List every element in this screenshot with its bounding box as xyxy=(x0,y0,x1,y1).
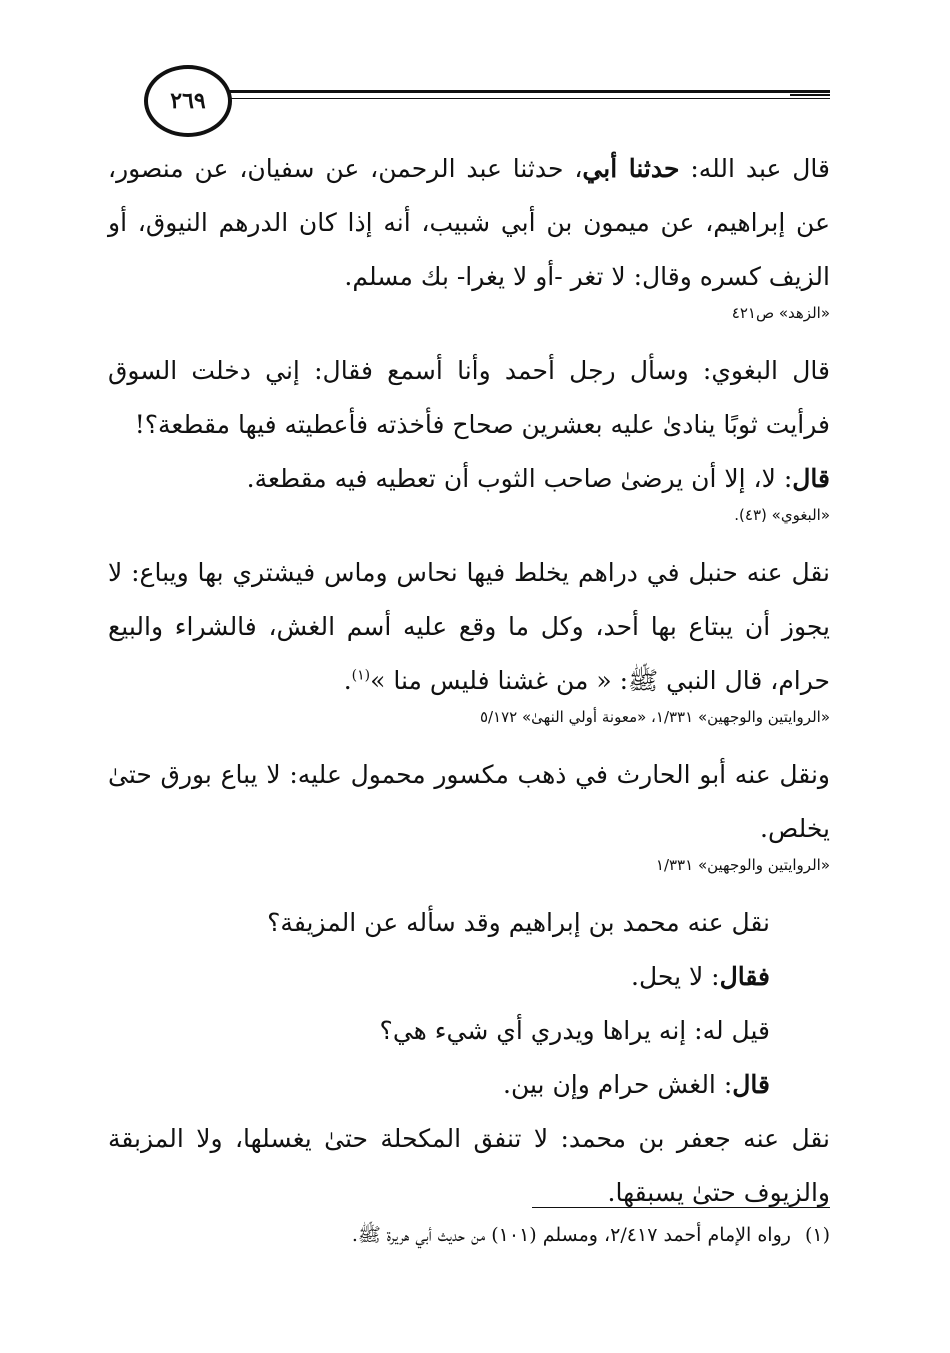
source-4: «الروايتين والوجهين» ١/٣٣١ xyxy=(655,856,830,874)
header-rule-thick xyxy=(210,90,830,93)
header-rule-thin xyxy=(210,98,830,99)
footnote-text: رواه الإمام أحمد ٢/٤١٧، ومسلم (١٠١) من حديث أبي هريرة ﷺ. xyxy=(351,1224,791,1246)
paragraph-5-question-2: قيل له: إنه يراها ويدري أي شيء هي؟ xyxy=(379,1016,770,1045)
answer-text: : لا يحل. xyxy=(631,962,720,991)
paragraph-2-answer xyxy=(108,452,830,506)
source-1: «الزهد» ص٤٢١ xyxy=(731,304,830,322)
paragraph-1-rest: ، حدثنا عبد الرحمن، عن سفيان، عن منصور، عن إبراهيم، عن ميمون بن أبي شبيب، أنه إذا كان الدرهم النيوق، أو الزيف كسره وقال: لا تغر -أو لا يغرا- بك مسلم. xyxy=(108,154,830,291)
answer-text: : لا، إلا أن يرضىٰ صاحب الثوب أن تعطيه فيه مقطعة. xyxy=(246,464,793,493)
paragraph-1 xyxy=(108,142,830,304)
paragraph-3 xyxy=(108,546,830,708)
answer-label: قال xyxy=(732,1070,770,1099)
page-header xyxy=(110,60,830,140)
answer-label: قال xyxy=(792,464,830,493)
footnote xyxy=(108,1220,830,1250)
header-rule-left xyxy=(790,94,830,96)
paragraph-5-question: نقل عنه محمد بن إبراهيم وقد سأله عن المزيفة؟ xyxy=(267,908,770,937)
paragraph-4: ونقل عنه أبو الحارث في ذهب مكسور محمول عليه: لا يباع بورق حتىٰ يخلص. xyxy=(108,760,830,843)
source-2: «البغوي» (٤٣). xyxy=(734,506,830,524)
paragraph-1-prefix: قال عبد الله: xyxy=(679,154,831,183)
paragraph-3-end: . xyxy=(343,666,352,695)
answer-label: فقال xyxy=(719,962,770,991)
footnote-marker: (١) xyxy=(351,667,371,684)
paragraph-2: قال البغوي: وسأل رجل أحمد وأنا أسمع فقال: إني دخلت السوق فرأيت ثوبًا ينادىٰ عليه بعشرين صحاح فأخذته فأعطيته فيها مقطعة؟! xyxy=(108,356,830,439)
footnote-separator xyxy=(532,1207,830,1208)
answer-text: : الغش حرام وإن بين. xyxy=(503,1070,733,1099)
paragraph-3-text: نقل عنه حنبل في دراهم يخلط فيها نحاس وماس فيشتري بها ويباع: لا يجوز أن يبتاع بها أحد، وكل ما وقع عليه أسم الغش، فالشراء والبيع حرام، قال النبي ﷺ: « من غشنا فليس منا » xyxy=(108,558,830,695)
paragraph-6: نقل عنه جعفر بن محمد: لا تنفق المكحلة حتىٰ يغسلها، ولا المزبقة والزيوف حتىٰ يسبقها. xyxy=(108,1124,830,1207)
source-3: «الروايتين والوجهين» ١/٣٣١، «معونة أولي النهىٰ» ٥/١٧٢ xyxy=(479,708,830,726)
paragraph-1-bold: حدثنا أبي xyxy=(582,154,680,183)
footnote-number: (١) xyxy=(804,1224,830,1246)
page-number: ٢٦٩ xyxy=(144,65,232,137)
page-body xyxy=(108,142,830,1220)
paragraph-5-answer-2 xyxy=(108,1058,830,1112)
paragraph-5-answer xyxy=(108,950,830,1004)
